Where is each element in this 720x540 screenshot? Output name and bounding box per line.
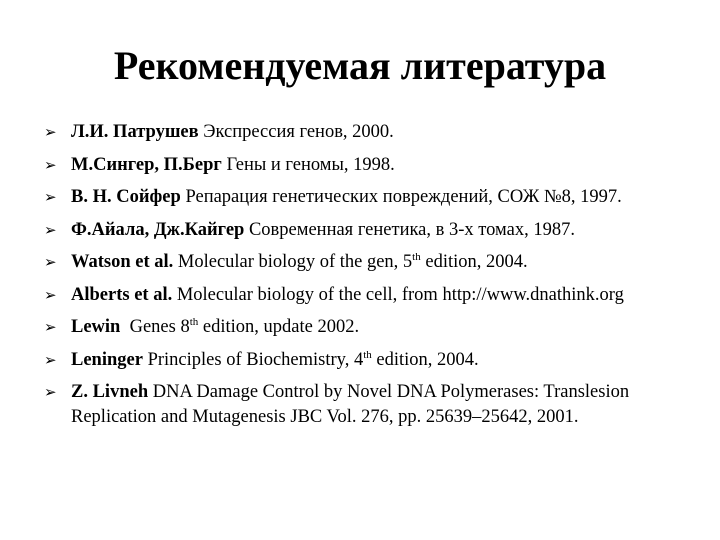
reference-author: Lewin <box>71 317 121 337</box>
reference-author: М.Сингер, П.Берг <box>71 154 222 175</box>
list-item <box>44 380 694 430</box>
arrow-bullet-icon: ➢ <box>44 383 57 401</box>
reference-author: Л.И. Патрушев <box>71 122 199 142</box>
reference-text: Principles of Biochemistry, 4 <box>142 349 364 370</box>
list-item <box>44 348 694 373</box>
reference-text: Экспрессия генов, 2000. <box>198 122 394 142</box>
reference-text-tail: edition, 2004. <box>371 349 479 370</box>
reference-text: Molecular biology of the gen, 5 <box>173 252 413 272</box>
list-item <box>44 120 694 145</box>
ordinal-suffix: th <box>189 316 199 328</box>
reference-author: В. Н. Сойфер <box>71 187 181 207</box>
reference-text: Современная генетика, в 3-х томах, 1987. <box>244 219 575 240</box>
reference-author: Z. Livneh <box>71 382 149 402</box>
reference-text: Репарация генетических повреждений, СОЖ №8, 1997. <box>180 187 622 207</box>
reference-text: DNA Damage Control by Novel DNA Polymerases: Translesion Replication and Mutagenesis JBC Vol. 276, pp. 25639–25642, 2001. <box>71 382 630 427</box>
list-item <box>44 185 694 210</box>
page-title: Рекомендуемая литература <box>113 43 607 88</box>
arrow-bullet-icon: ➢ <box>44 318 57 336</box>
list-item <box>44 218 694 243</box>
ordinal-suffix: th <box>363 348 372 361</box>
reference-text-tail: edition, update 2002. <box>198 317 360 337</box>
reference-author: Watson et al. <box>71 252 174 272</box>
reference-list <box>44 120 694 438</box>
arrow-bullet-icon: ➢ <box>44 123 57 141</box>
list-item <box>44 315 694 340</box>
arrow-bullet-icon: ➢ <box>44 253 57 271</box>
list-item <box>44 283 694 308</box>
reference-text: Genes 8 <box>120 317 190 337</box>
reference-author: Ф.Айала, Дж.Кайгер <box>71 219 245 240</box>
arrow-bullet-icon: ➢ <box>44 220 57 239</box>
list-item <box>44 250 694 275</box>
list-item <box>44 153 694 178</box>
arrow-bullet-icon: ➢ <box>44 188 57 206</box>
reference-author: Leninger <box>71 349 143 370</box>
reference-text: Molecular biology of the cell, from http://www.dnathink.org <box>172 284 624 305</box>
arrow-bullet-icon: ➢ <box>44 350 57 369</box>
arrow-bullet-icon: ➢ <box>44 285 57 304</box>
reference-text-tail: edition, 2004. <box>420 252 528 272</box>
reference-author: Alberts et al. <box>71 284 173 305</box>
ordinal-suffix: th <box>412 251 421 263</box>
arrow-bullet-icon: ➢ <box>44 155 57 174</box>
reference-text: Гены и геномы, 1998. <box>221 154 395 175</box>
